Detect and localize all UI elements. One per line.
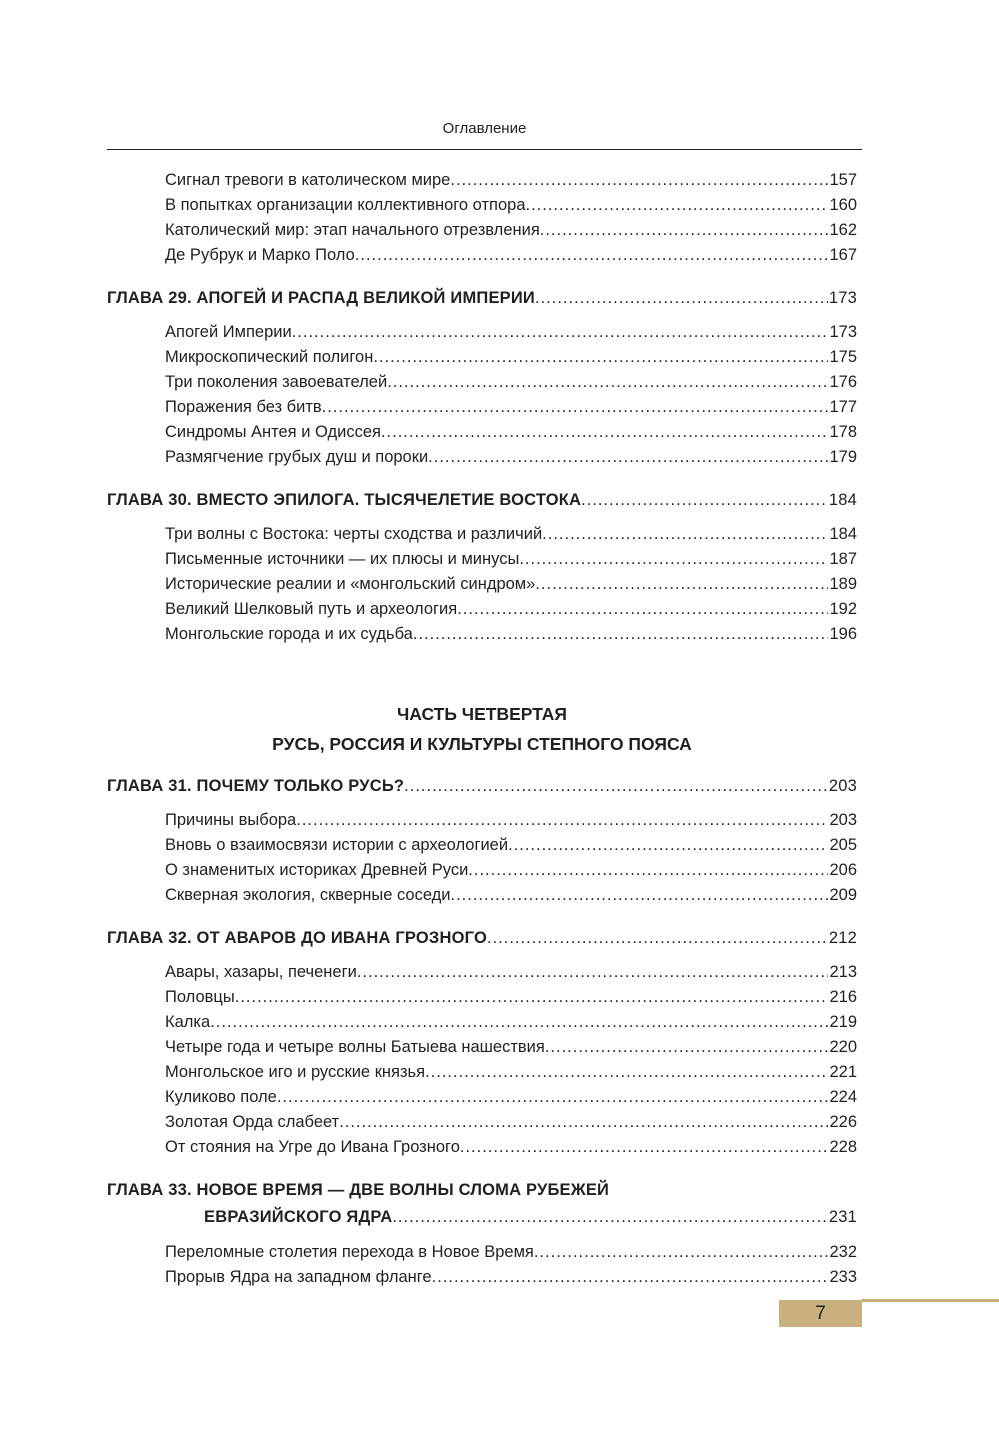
toc-entry-title: В попытках организации коллективного отпора bbox=[165, 196, 526, 214]
toc-entry-page: 206 bbox=[829, 861, 857, 879]
chapter-entry-title: ГЛАВА 30. ВМЕСТО ЭПИЛОГА. ТЫСЯЧЕЛЕТИЕ ВОСТОКА bbox=[107, 491, 582, 509]
toc-entry[interactable] bbox=[107, 960, 857, 985]
dot-leader bbox=[542, 522, 828, 547]
dot-leader bbox=[355, 243, 829, 268]
dot-leader bbox=[381, 420, 829, 445]
toc-entry-page: 176 bbox=[829, 373, 857, 391]
chapter-entry-continued-title: ЕВРАЗИЙСКОГО ЯДРА bbox=[204, 1208, 393, 1226]
dot-leader bbox=[457, 597, 828, 622]
dot-leader bbox=[535, 286, 828, 311]
toc-entry-page: 162 bbox=[829, 221, 857, 239]
toc-entry-page: 205 bbox=[829, 836, 857, 854]
toc-entry-title: Прорыв Ядра на западном фланге bbox=[165, 1268, 432, 1286]
toc-entry-page: 167 bbox=[829, 246, 857, 264]
dot-leader bbox=[277, 1085, 829, 1110]
page-number: 7 bbox=[779, 1300, 862, 1327]
toc-entry-title: Сигнал тревоги в католическом мире bbox=[165, 171, 451, 189]
toc-entry-page: 173 bbox=[829, 323, 857, 341]
toc-entry-title: Четыре года и четыре волны Батыева нашествия bbox=[165, 1038, 545, 1056]
chapter-entry-continued-page: 231 bbox=[828, 1208, 857, 1226]
toc-entry-title: Три поколения завоевателей bbox=[165, 373, 388, 391]
dot-leader bbox=[296, 808, 828, 833]
chapter-entry-page: 173 bbox=[828, 289, 857, 307]
toc-entry-title: О знаменитых историках Древней Руси bbox=[165, 861, 469, 879]
dot-leader bbox=[519, 547, 828, 572]
dot-leader bbox=[432, 1265, 829, 1290]
dot-leader bbox=[535, 572, 828, 597]
dot-leader bbox=[392, 1203, 828, 1231]
dot-leader bbox=[545, 1035, 829, 1060]
toc-entry-page: 216 bbox=[829, 988, 857, 1006]
toc-entry[interactable] bbox=[107, 522, 857, 547]
dot-leader bbox=[468, 858, 828, 883]
chapter-entry[interactable] bbox=[107, 926, 857, 951]
toc-entry[interactable] bbox=[107, 243, 857, 268]
chapter-entry-title: ГЛАВА 31. ПОЧЕМУ ТОЛЬКО РУСЬ? bbox=[107, 777, 405, 795]
part-heading: РУСЬ, РОССИЯ И КУЛЬТУРЫ СТЕПНОГО ПОЯСА bbox=[272, 734, 692, 754]
toc-entry[interactable] bbox=[107, 445, 857, 470]
toc-entry[interactable] bbox=[107, 345, 857, 370]
toc-entry[interactable] bbox=[107, 985, 857, 1010]
dot-leader bbox=[581, 488, 828, 513]
chapter-entry-page: 212 bbox=[828, 929, 857, 947]
toc-entry[interactable] bbox=[107, 833, 857, 858]
toc-entry[interactable] bbox=[107, 320, 857, 345]
toc-entry-page: 196 bbox=[829, 625, 857, 643]
toc-entry-title: Куликово поле bbox=[165, 1088, 277, 1106]
toc-entry-title: Исторические реалии и «монгольский синдром» bbox=[165, 575, 536, 593]
toc-entry[interactable] bbox=[107, 1240, 857, 1265]
dot-leader bbox=[235, 985, 829, 1010]
header-rule bbox=[107, 149, 862, 150]
toc-entry-page: 209 bbox=[829, 886, 857, 904]
dot-leader bbox=[404, 774, 828, 799]
toc-entry-title: От стояния на Угре до Ивана Грозного bbox=[165, 1138, 460, 1156]
toc-entry[interactable] bbox=[107, 420, 857, 445]
dot-leader bbox=[450, 168, 828, 193]
toc-entry-title: Католический мир: этап начального отрезвления bbox=[165, 221, 540, 239]
toc-entry-title: Микроскопический полигон bbox=[165, 348, 374, 366]
toc-entry-page: 177 bbox=[829, 398, 857, 416]
toc-entry-title: Половцы bbox=[165, 988, 235, 1006]
toc-entry-page: 189 bbox=[829, 575, 857, 593]
chapter-entry-title: ГЛАВА 33. НОВОЕ ВРЕМЯ — ДВЕ ВОЛНЫ СЛОМА РУБЕЖЕЙ bbox=[107, 1181, 610, 1199]
toc-entry-page: 187 bbox=[829, 550, 857, 568]
toc-entry[interactable] bbox=[107, 370, 857, 395]
toc-entry-page: 233 bbox=[829, 1268, 857, 1286]
toc-entry-title: Синдромы Антея и Одиссея bbox=[165, 423, 381, 441]
dot-leader bbox=[540, 218, 829, 243]
toc-entry-title: Монгольское иго и русские князья bbox=[165, 1063, 426, 1081]
toc-entry-page: 220 bbox=[829, 1038, 857, 1056]
toc-entry[interactable] bbox=[107, 193, 857, 218]
chapter-entry-page: 203 bbox=[828, 777, 857, 795]
toc-entry-title: Де Рубрук и Марко Поло bbox=[165, 246, 355, 264]
dot-leader bbox=[487, 926, 828, 951]
chapter-entry-title: ГЛАВА 29. АПОГЕЙ И РАСПАД ВЕЛИКОЙ ИМПЕРИИ bbox=[107, 289, 535, 307]
toc-entry-page: 228 bbox=[829, 1138, 857, 1156]
toc-entry-title: Причины выбора bbox=[165, 811, 297, 829]
toc-entry-title: Великий Шелковый путь и археология bbox=[165, 600, 458, 618]
dot-leader bbox=[387, 370, 828, 395]
dot-leader bbox=[428, 445, 828, 470]
toc-entry[interactable] bbox=[107, 1085, 857, 1110]
toc-entry[interactable] bbox=[107, 858, 857, 883]
toc-entry-page: 157 bbox=[829, 171, 857, 189]
toc-entry[interactable] bbox=[107, 395, 857, 420]
dot-leader bbox=[425, 1060, 828, 1085]
toc-entry[interactable] bbox=[107, 218, 857, 243]
toc-entry-page: 179 bbox=[829, 448, 857, 466]
toc-entry-title: Калка bbox=[165, 1013, 211, 1031]
dot-leader bbox=[508, 833, 828, 858]
toc-entry[interactable] bbox=[107, 1110, 857, 1135]
toc-entry[interactable] bbox=[107, 547, 857, 572]
chapter-entry-page: 184 bbox=[828, 491, 857, 509]
toc-entry[interactable] bbox=[107, 572, 857, 597]
toc-entry-page: 178 bbox=[829, 423, 857, 441]
dot-leader bbox=[460, 1135, 829, 1160]
toc-entry-title: Золотая Орда слабеет bbox=[165, 1113, 340, 1131]
toc-entry-title: Размягчение грубых душ и пороки bbox=[165, 448, 429, 466]
toc-entry-title: Переломные столетия перехода в Новое Время bbox=[165, 1243, 534, 1261]
toc-entry-page: 232 bbox=[829, 1243, 857, 1261]
dot-leader bbox=[339, 1110, 828, 1135]
toc-entry[interactable] bbox=[107, 1135, 857, 1160]
dot-leader bbox=[451, 883, 829, 908]
toc-entry-title: Авары, хазары, печенеги bbox=[165, 963, 357, 981]
dot-leader bbox=[357, 960, 829, 985]
table-of-contents bbox=[107, 168, 857, 1290]
toc-entry[interactable] bbox=[107, 1035, 857, 1060]
chapter-entry[interactable] bbox=[107, 1178, 857, 1203]
running-head: Оглавление bbox=[442, 120, 527, 137]
toc-entry-page: 219 bbox=[829, 1013, 857, 1031]
dot-leader bbox=[534, 1240, 829, 1265]
toc-entry-title: Три волны с Востока: черты сходства и различий bbox=[165, 525, 543, 543]
toc-entry-title: Апогей Империи bbox=[165, 323, 292, 341]
folio-rule bbox=[862, 1299, 999, 1302]
chapter-entry-title: ГЛАВА 32. ОТ АВАРОВ ДО ИВАНА ГРОЗНОГО bbox=[107, 929, 487, 947]
toc-entry-page: 184 bbox=[829, 525, 857, 543]
chapter-entry-continued[interactable] bbox=[107, 1203, 857, 1231]
dot-leader bbox=[322, 395, 829, 420]
toc-entry-page: 192 bbox=[829, 600, 857, 618]
toc-entry-page: 160 bbox=[829, 196, 857, 214]
toc-entry-title: Скверная экология, скверные соседи bbox=[165, 886, 451, 904]
toc-entry[interactable] bbox=[107, 622, 857, 647]
dot-leader bbox=[292, 320, 829, 345]
toc-entry-page: 224 bbox=[829, 1088, 857, 1106]
chapter-entry[interactable] bbox=[107, 488, 857, 513]
toc-entry-title: Вновь о взаимосвязи истории с археологией bbox=[165, 836, 509, 854]
toc-entry-page: 203 bbox=[829, 811, 857, 829]
dot-leader bbox=[373, 345, 828, 370]
toc-entry[interactable] bbox=[107, 597, 857, 622]
toc-entry-page: 221 bbox=[829, 1063, 857, 1081]
toc-entry[interactable] bbox=[107, 883, 857, 908]
dot-leader bbox=[526, 193, 829, 218]
dot-leader bbox=[413, 622, 829, 647]
part-heading: ЧАСТЬ ЧЕТВЕРТАЯ bbox=[396, 704, 568, 724]
toc-entry[interactable] bbox=[107, 1265, 857, 1290]
toc-entry[interactable] bbox=[107, 168, 857, 193]
toc-entry[interactable] bbox=[107, 1060, 857, 1085]
toc-entry-page: 226 bbox=[829, 1113, 857, 1131]
toc-entry-title: Поражения без битв bbox=[165, 398, 322, 416]
toc-entry[interactable] bbox=[107, 1010, 857, 1035]
chapter-entry[interactable] bbox=[107, 774, 857, 799]
toc-entry-page: 175 bbox=[829, 348, 857, 366]
toc-entry[interactable] bbox=[107, 808, 857, 833]
toc-entry-page: 213 bbox=[829, 963, 857, 981]
dot-leader bbox=[210, 1010, 828, 1035]
chapter-entry[interactable] bbox=[107, 286, 857, 311]
toc-entry-title: Монгольские города и их судьба bbox=[165, 625, 413, 643]
toc-entry-title: Письменные источники — их плюсы и минусы bbox=[165, 550, 520, 568]
